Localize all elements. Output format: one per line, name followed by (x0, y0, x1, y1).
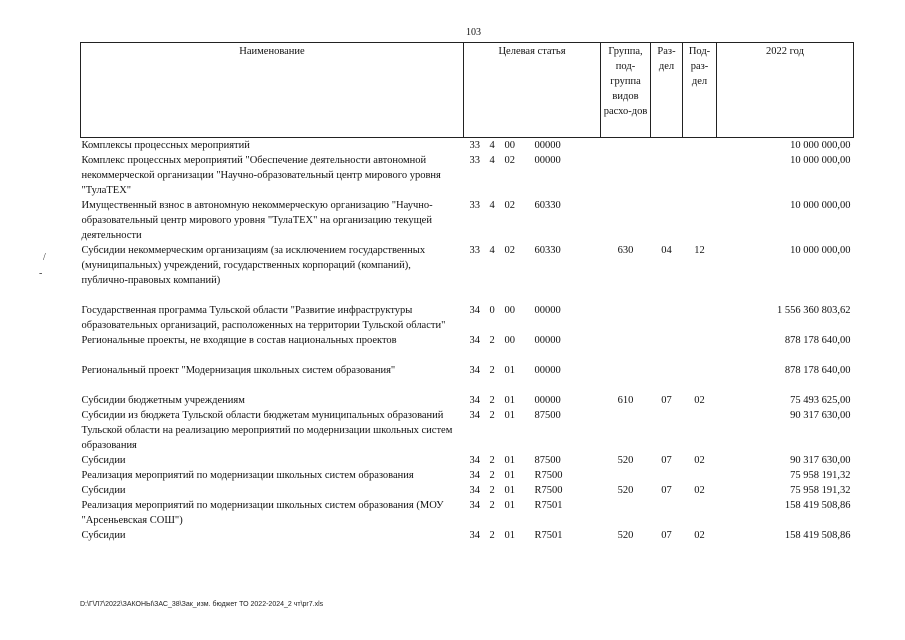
target-code-subprogram: 2 (489, 395, 495, 406)
amount-2022: 158 419 508,86 (784, 530, 851, 541)
expense-group: 610 (617, 395, 634, 406)
table-row (81, 468, 854, 483)
target-code-program: 34 (469, 530, 480, 541)
expense-group (601, 198, 651, 243)
target-code-subprogram: 4 (489, 140, 495, 151)
row-name: Субсидии (81, 455, 126, 466)
target-code-direction: R7501 (534, 500, 563, 511)
section-code: 04 (661, 245, 672, 256)
subsection-code: 12 (694, 245, 705, 256)
table-body (81, 138, 854, 544)
amount-2022: 10 000 000,00 (790, 155, 851, 166)
table-row (81, 498, 854, 528)
table-row (81, 138, 854, 154)
target-code-event: 01 (504, 470, 515, 481)
target-code-event: 02 (504, 245, 515, 256)
row-spacer (81, 348, 854, 363)
header-target-article: Целевая статья (464, 43, 601, 138)
target-code-event: 01 (504, 455, 515, 466)
subsection-code (683, 153, 717, 198)
target-code-subprogram: 0 (489, 305, 495, 316)
row-name: Региональный проект "Модернизация школьных систем образования" (81, 365, 396, 376)
expense-group: 520 (617, 485, 634, 496)
target-code-event: 00 (504, 335, 515, 346)
expense-group (601, 498, 651, 528)
amount-2022: 158 419 508,86 (784, 500, 851, 511)
target-code-program: 33 (469, 245, 480, 256)
target-code-direction: 60330 (534, 200, 561, 211)
expense-group (601, 363, 651, 378)
target-code-event: 01 (504, 395, 515, 406)
spacer-cell (81, 288, 854, 303)
target-code-subprogram: 2 (489, 410, 495, 421)
table-row (81, 483, 854, 498)
target-code-subprogram: 2 (489, 485, 495, 496)
subsection-code: 02 (694, 395, 705, 406)
target-code-program: 33 (469, 200, 480, 211)
amount-2022: 10 000 000,00 (790, 200, 851, 211)
header-expense-group: Группа, под-группа видов расхо-дов (601, 43, 651, 138)
row-name: Реализация мероприятий по модернизации школьных систем образования (МОУ "Арсеньевская СОШ") (81, 500, 444, 526)
row-spacer (81, 378, 854, 393)
target-code-subprogram: 2 (489, 365, 495, 376)
target-code-program: 34 (469, 470, 480, 481)
amount-2022: 1 556 360 803,62 (777, 305, 851, 316)
subsection-code (683, 408, 717, 453)
target-code-event: 01 (504, 365, 515, 376)
section-code (651, 153, 683, 198)
subsection-code (683, 198, 717, 243)
table-row (81, 393, 854, 408)
target-code-subprogram: 2 (489, 335, 495, 346)
margin-mark: / (43, 252, 46, 263)
subsection-code: 02 (694, 530, 705, 541)
section-code (651, 408, 683, 453)
section-code: 07 (661, 455, 672, 466)
section-code (651, 198, 683, 243)
expense-group (601, 408, 651, 453)
target-code-direction: R7500 (534, 470, 563, 481)
target-code-event: 01 (504, 410, 515, 421)
row-name: Субсидии некоммерческим организациям (за исключением государственных (муниципальных) учреждений, государственных корпораций (компаний), публично-правовых компаний) (81, 245, 426, 286)
section-code (651, 498, 683, 528)
file-path-footer: D:\Г\Л7\2022\ЗАКОНЫ\ЗАС_38\Зак_изм. бюджет ТО 2022-2024_2 чт\pr7.xls (80, 601, 324, 608)
target-code-direction: 87500 (534, 410, 561, 421)
table-row (81, 153, 854, 198)
budget-table (80, 42, 854, 543)
spacer-cell (81, 378, 854, 393)
target-code-program: 34 (469, 335, 480, 346)
table-row (81, 528, 854, 543)
target-code-program: 34 (469, 305, 480, 316)
table-row (81, 453, 854, 468)
expense-group: 520 (617, 530, 634, 541)
amount-2022: 75 958 191,32 (790, 485, 851, 496)
spacer-cell (81, 348, 854, 363)
target-code-direction: 60330 (534, 245, 561, 256)
target-code-program: 33 (469, 140, 480, 151)
target-code-subprogram: 2 (489, 470, 495, 481)
target-code-event: 01 (504, 530, 515, 541)
table-row (81, 363, 854, 378)
section-code (651, 303, 683, 333)
target-code-direction: 00000 (534, 365, 561, 376)
subsection-code (683, 303, 717, 333)
target-code-direction: R7500 (534, 485, 563, 496)
target-code-program: 34 (469, 500, 480, 511)
row-name: Комплекс процессных мероприятий "Обеспечение деятельности автономной некоммерческой организации "Научно-образовательный центр мирового уровня "ТулаТЕХ" (81, 155, 441, 196)
target-code-direction: 00000 (534, 140, 561, 151)
target-code-event: 00 (504, 305, 515, 316)
section-code (651, 138, 683, 154)
table-row (81, 408, 854, 453)
target-code-subprogram: 4 (489, 155, 495, 166)
table-row (81, 333, 854, 348)
header-subsection: Под-раз-дел (683, 43, 717, 138)
amount-2022: 90 317 630,00 (790, 410, 851, 421)
table-row (81, 303, 854, 333)
target-code-event: 01 (504, 500, 515, 511)
target-code-event: 01 (504, 485, 515, 496)
section-code: 07 (661, 395, 672, 406)
target-code-direction: 00000 (534, 395, 561, 406)
amount-2022: 878 178 640,00 (784, 335, 851, 346)
section-code (651, 468, 683, 483)
row-name: Субсидии бюджетным учреждениям (81, 395, 245, 406)
target-code-subprogram: 2 (489, 530, 495, 541)
row-name: Реализация мероприятий по модернизации школьных систем образования (81, 470, 414, 481)
header-section: Раз-дел (651, 43, 683, 138)
target-code-subprogram: 4 (489, 200, 495, 211)
target-code-direction: 87500 (534, 455, 561, 466)
subsection-code (683, 498, 717, 528)
table-row (81, 243, 854, 288)
target-code-event: 02 (504, 155, 515, 166)
expense-group (601, 138, 651, 154)
subsection-code (683, 333, 717, 348)
expense-group: 520 (617, 455, 634, 466)
row-name: Субсидии из бюджета Тульской области бюджетам муниципальных образований Тульской области на реализацию мероприятий по модернизации школьных систем образования (81, 410, 453, 451)
subsection-code (683, 363, 717, 378)
target-code-program: 34 (469, 485, 480, 496)
target-code-program: 34 (469, 410, 480, 421)
table-header-row (81, 43, 854, 138)
row-name: Субсидии (81, 485, 126, 496)
table-row (81, 198, 854, 243)
section-code (651, 333, 683, 348)
row-name: Государственная программа Тульской области "Развитие инфраструктуры образовательных организаций, расположенных на территории Тульской области" (81, 305, 446, 331)
row-name: Субсидии (81, 530, 126, 541)
target-code-program: 34 (469, 395, 480, 406)
expense-group (601, 333, 651, 348)
subsection-code: 02 (694, 455, 705, 466)
row-name: Имущественный взнос в автономную некоммерческую организацию "Научно-образовательный центр мирового уровня "ТулаТЕХ" на организацию текущей деятельности (81, 200, 433, 241)
amount-2022: 10 000 000,00 (790, 140, 851, 151)
header-name: Наименование (81, 43, 464, 138)
target-code-subprogram: 2 (489, 500, 495, 511)
section-code: 07 (661, 530, 672, 541)
target-code-program: 34 (469, 455, 480, 466)
row-name: Региональные проекты, не входящие в состав национальных проектов (81, 335, 397, 346)
section-code (651, 363, 683, 378)
amount-2022: 90 317 630,00 (790, 455, 851, 466)
target-code-program: 34 (469, 365, 480, 376)
amount-2022: 75 493 625,00 (790, 395, 851, 406)
expense-group (601, 303, 651, 333)
row-name: Комплексы процессных мероприятий (81, 140, 250, 151)
target-code-program: 33 (469, 155, 480, 166)
section-code: 07 (661, 485, 672, 496)
subsection-code (683, 138, 717, 154)
amount-2022: 10 000 000,00 (790, 245, 851, 256)
header-year: 2022 год (717, 43, 854, 138)
subsection-code (683, 468, 717, 483)
target-code-direction: 00000 (534, 155, 561, 166)
expense-group (601, 468, 651, 483)
expense-group (601, 153, 651, 198)
target-code-event: 00 (504, 140, 515, 151)
target-code-direction: R7501 (534, 530, 563, 541)
target-code-subprogram: 4 (489, 245, 495, 256)
target-code-event: 02 (504, 200, 515, 211)
page-number: 103 (466, 27, 481, 38)
expense-group: 630 (617, 245, 634, 256)
target-code-subprogram: 2 (489, 455, 495, 466)
subsection-code: 02 (694, 485, 705, 496)
target-code-direction: 00000 (534, 335, 561, 346)
target-code-direction: 00000 (534, 305, 561, 316)
row-spacer (81, 288, 854, 303)
amount-2022: 878 178 640,00 (784, 365, 851, 376)
margin-mark: - (39, 268, 43, 279)
amount-2022: 75 958 191,32 (790, 470, 851, 481)
